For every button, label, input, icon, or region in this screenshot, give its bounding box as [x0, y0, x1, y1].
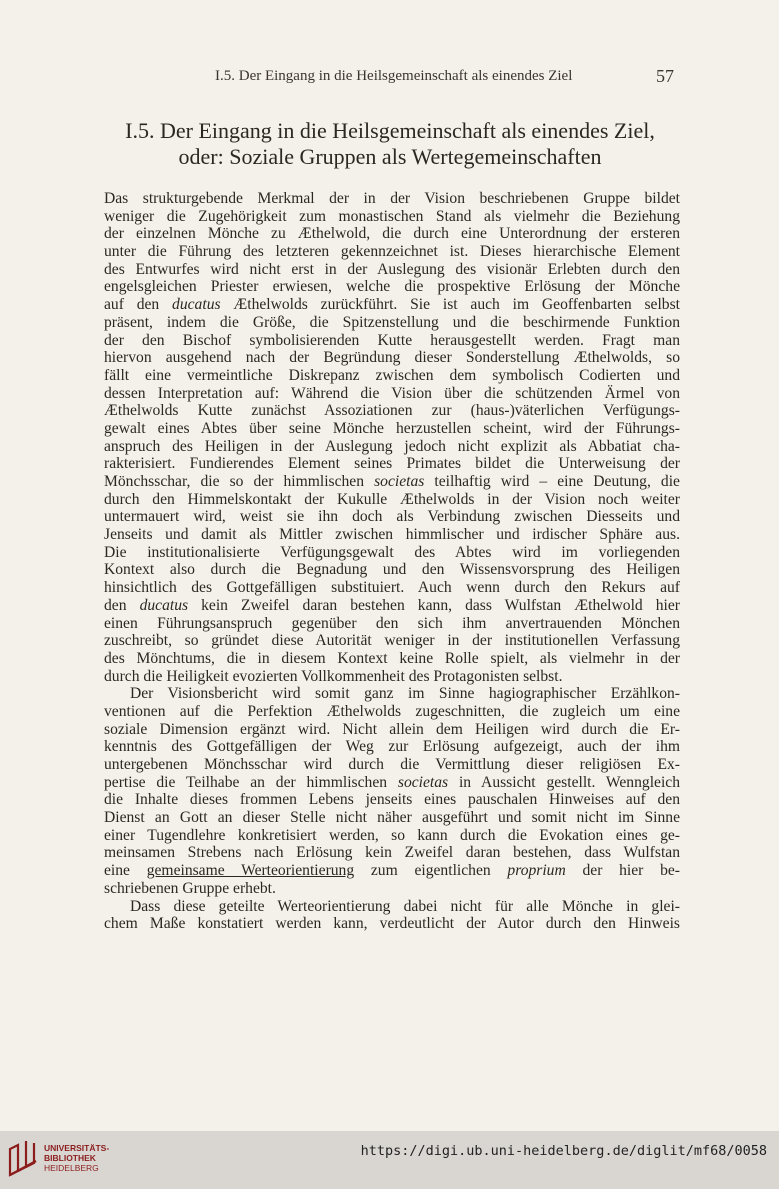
text-line: Der Visionsbericht wird somit ganz im Sinne hagiographischer Erzählkon- [130, 685, 680, 703]
library-logo-icon [6, 1141, 40, 1179]
text-line: die Inhalte dieses frommen Lebens jenseits eines pauschalen Hinweises auf den [104, 791, 680, 809]
text-segment: auf den [104, 296, 160, 314]
text-line: Dienst an Gott an dieser Stelle nicht näher ausgeführt und somit nicht im Sinne [104, 809, 680, 827]
text-line: durch die Heiligkeit evozierten Vollkommenheit des Protagonisten selbst. [104, 667, 563, 685]
running-title: I.5. Der Eingang in die Heilsgemeinschaft als einendes Ziel [215, 68, 573, 84]
text-segment: zum eigentlichen [370, 862, 491, 880]
text-line: einen Führungsanspruch gegenüber den sich ihm anvertrauenden Mönchen [104, 614, 680, 632]
text-segment: teilhaftig wird – eine Deutung, die [434, 473, 680, 490]
text-line: hinsichtlich des Gottgefälligen substituiert. Auch wenn durch den Rekurs auf [104, 579, 680, 597]
text-line: ventionen auf die Perfektion Æthelwolds zugeschnitten, die zugleich um eine [104, 702, 680, 720]
italic-term: societas [397, 773, 449, 791]
library-name [44, 1143, 109, 1173]
text-line [104, 473, 680, 491]
text-line: fällt eine vermeintliche Diskrepanz zwischen dem symbolisch Codierten und [104, 366, 680, 384]
text-segment: Æthelwolds zurückführt. Sie ist auch im Geoffenbarten selbst [233, 296, 680, 314]
text-line: schriebenen Gruppe erhebt. [104, 879, 276, 897]
text-line: engelsgleichen Priester erwiesen, welche die prospektive Erlösung der Mönche [104, 278, 680, 296]
chapter-heading-line-2: oder: Soziale Gruppen als Wertegemeinschaften [178, 144, 602, 169]
text-line [104, 774, 680, 792]
running-head [0, 66, 779, 90]
italic-term: societas [374, 473, 425, 490]
text-line: anspruch des Heiligen in der Auslegung jedoch nicht explizit als Abbatiat cha- [104, 437, 680, 455]
italic-term: ducatus [172, 296, 221, 314]
text-line: einer Tugendlehre konkretisiert werden, so kann durch die Evokation eines ge- [104, 826, 680, 844]
library-name-line-2: BIBLIOTHEK [44, 1153, 96, 1163]
text-line: rakterisiert. Fundierendes Element seines Primates bildet die Unterweisung der [104, 455, 680, 473]
chapter-heading [90, 118, 690, 170]
text-line [104, 597, 680, 615]
body-text [104, 190, 680, 933]
text-segment: pertise die Teilhabe an der himmlischen [104, 773, 388, 791]
permalink-url[interactable]: https://digi.ub.uni-heidelberg.de/diglit/mf68/0058 [360, 1143, 767, 1159]
text-line: Æthelwolds Kutte zunächst Assoziationen zur (haus-)väterlichen Verfügungs- [104, 402, 680, 420]
italic-term: ducatus [139, 596, 189, 614]
text-segment: in Aussicht gestellt. Wenngleich [458, 773, 680, 791]
underlined-term: gemeinsame Werteorientierung [146, 862, 355, 880]
text-segment: den [104, 596, 127, 614]
text-line: gewalt eines Abtes über seine Mönche herzustellen scheint, wird der Führungs- [104, 419, 680, 437]
text-line: präsent, indem die Größe, die Spitzenstellung und die beschirmende Funktion [104, 313, 680, 331]
chapter-heading-line-1: I.5. Der Eingang in die Heilsgemeinschaft als einendes Ziel, [125, 118, 655, 143]
text-line: Die institutionalisierte Verfügungsgewalt des Abtes wird im vorliegenden [104, 543, 680, 561]
text-line [104, 862, 680, 880]
text-line: weniger die Zugehörigkeit zum monastischen Stand als vielmehr die Beziehung [104, 207, 680, 225]
text-line: des Mönchtums, die in diesem Kontext keine Rolle spielt, als vielmehr in der [104, 649, 680, 667]
text-segment: eine [104, 862, 130, 880]
text-line: untergebenen Mönchsschar wird durch die Vermittlung dieser religiösen Ex- [104, 756, 680, 773]
text-line: soziale Dimension ergänzt wird. Nicht allein dem Heiligen wird durch die Er- [104, 720, 680, 738]
text-line: chem Maße konstatiert werden kann, verdeutlicht der Autor durch den Hinweis [104, 915, 680, 933]
text-line: meinsamen Strebens nach Erlösung kein Zweifel daran bestehen, dass Wulfstan [104, 844, 680, 862]
italic-term: proprium [507, 862, 566, 880]
text-line: hiervon ausgehend nach der Begründung dieser Sonderstellung Æthelwolds, so [104, 349, 680, 367]
library-name-line-1: UNIVERSITÄTS- [44, 1143, 110, 1153]
text-line: Dass diese geteilte Werteorientierung dabei nicht für alle Mönche in glei- [130, 897, 680, 915]
text-line: dessen Interpretation auf: Während die Vision über die schützenden Ärmel von [104, 384, 680, 402]
text-line: des Entwurfes wird nicht erst in der Auslegung des visionär Erlebten durch den [104, 260, 680, 278]
text-line: durch den Himmelskontakt der Kukulle Æthelwolds in der Vision noch weiter [104, 490, 680, 508]
library-name-line-3: HEIDELBERG [44, 1163, 99, 1173]
text-line: der den Bischof symbolisierenden Kutte herausgestellt werden. Fragt man [104, 331, 680, 349]
text-line: Kontext also durch die Begnadung und den Wissensvorsprung des Heiligen [104, 561, 680, 579]
text-line: zuschreibt, so gründet diese Autorität weniger in der institutionellen Verfassung [104, 632, 680, 650]
text-segment: Mönchsschar, die so der himmlischen [104, 473, 365, 490]
text-line: kenntnis des Gottgefälligen der Weg zur Erlösung aufgezeigt, auch der ihm [104, 738, 680, 756]
footer-bar [0, 1131, 779, 1189]
text-line [104, 296, 680, 314]
text-line: Das strukturgebende Merkmal der in der Vision beschriebenen Gruppe bildet [104, 190, 680, 207]
text-line: untermauert wird, weist sie ihn doch als Verbindung zwischen Diesseits und [104, 508, 680, 526]
text-segment: der hier be- [582, 862, 680, 880]
text-segment: kein Zweifel daran bestehen kann, dass Wulfstan Æthelwold hier [201, 596, 680, 614]
text-line: unter die Führung des letzteren gekennzeichnet ist. Dieses hierarchische Element [104, 243, 680, 261]
text-line: Jenseits und damit als Mittler zwischen himmlischer und irdischer Sphäre aus. [104, 526, 680, 544]
page-number: 57 [656, 66, 674, 86]
text-line: der einzelnen Mönche zu Æthelwold, die durch eine Unterordnung der ersteren [104, 225, 680, 243]
